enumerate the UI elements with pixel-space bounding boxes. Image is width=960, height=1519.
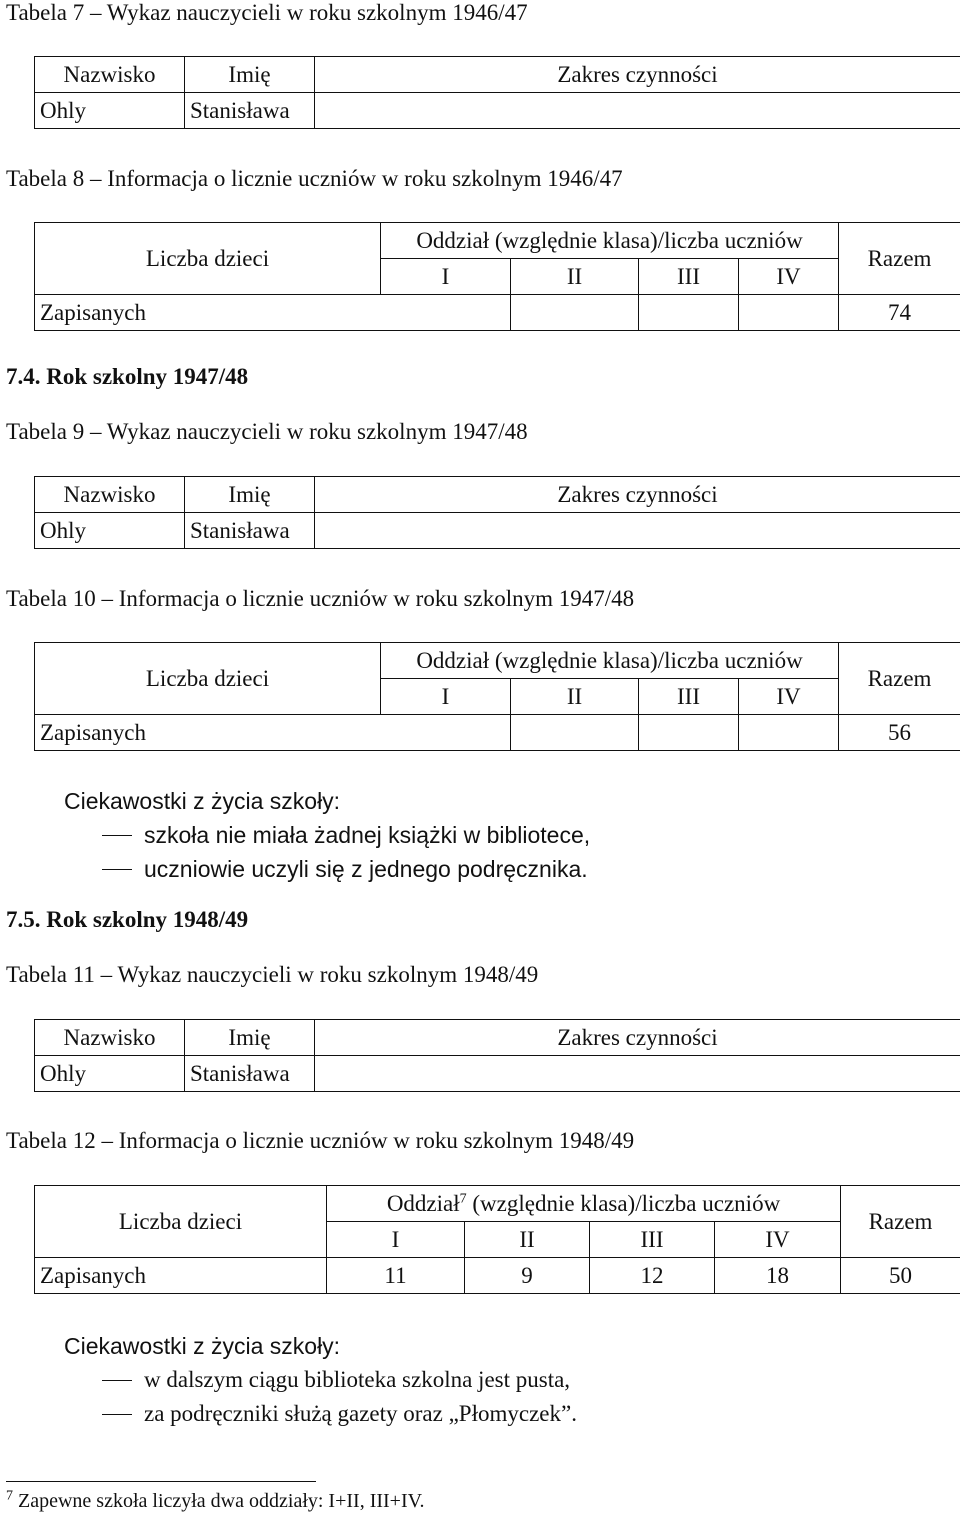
- class-ii-header: II: [511, 679, 639, 715]
- table-8-caption: Tabela 8 – Informacja o licznie uczniów w roku szkolnym 1946/47: [6, 166, 623, 191]
- header-nazwisko: Nazwisko: [35, 57, 185, 93]
- cell-zakres: [315, 513, 960, 549]
- notes-2: [64, 1329, 577, 1431]
- oddzial-header: Oddział$^7$ (względnie klasa)/liczba uczniów: [327, 1186, 841, 1222]
- list-item: szkoła nie miała żadnej książki w bibliotece,: [64, 818, 590, 852]
- header-imie: Imię: [185, 477, 315, 513]
- oddzial-header: Oddział (względnie klasa)/liczba uczniów: [381, 223, 839, 259]
- value-ii: 9: [465, 1258, 590, 1294]
- class-i-header: I: [381, 679, 511, 715]
- header-zakres: Zakres czynności: [315, 1020, 960, 1056]
- table-7-caption: Tabela 7 – Wykaz nauczycieli w roku szkolnym 1946/47: [6, 0, 528, 25]
- footnote-mark: 7: [6, 1488, 13, 1504]
- dash-bullet: [102, 1380, 132, 1381]
- class-iv-header: IV: [739, 679, 839, 715]
- cell-imie: Stanisława: [185, 513, 315, 549]
- notes-1: [64, 784, 590, 886]
- zapisanych-label: Zapisanych: [35, 715, 381, 751]
- value-i: [381, 715, 511, 751]
- value-total: 56: [839, 715, 960, 751]
- class-iii-header: III: [639, 259, 739, 295]
- header-nazwisko: Nazwisko: [35, 477, 185, 513]
- table-11-caption: Tabela 11 – Wykaz nauczycieli w roku szkolnym 1948/49: [6, 962, 539, 987]
- header-imie: Imię: [185, 1020, 315, 1056]
- header-nazwisko: Nazwisko: [35, 1020, 185, 1056]
- cell-nazwisko: Ohly: [35, 513, 185, 549]
- header-imie: Imię: [185, 57, 315, 93]
- liczba-dzieci-header: Liczba dzieci: [35, 1186, 327, 1258]
- cell-nazwisko: Ohly: [35, 93, 185, 129]
- table-9-caption: Tabela 9 – Wykaz nauczycieli w roku szkolnym 1947/48: [6, 419, 528, 444]
- value-ii: [511, 715, 639, 751]
- footnote-text: Zapewne szkoła liczyła dwa oddziały: I+II, III+IV.: [13, 1490, 425, 1512]
- class-i-header: I: [381, 259, 511, 295]
- footnote: [6, 1490, 424, 1513]
- dash-bullet: [102, 1414, 132, 1415]
- footnote-ref: 7: [459, 1191, 467, 1207]
- table-12-caption: Tabela 12 – Informacja o licznie uczniów w roku szkolnym 1948/49: [6, 1128, 635, 1153]
- footnote-separator: [6, 1481, 316, 1482]
- notes-heading: Ciekawostki z życia szkoły:: [64, 1333, 341, 1359]
- section-7-5-heading: 7.5. Rok szkolny 1948/49: [6, 907, 249, 932]
- list-item: w dalszym ciągu biblioteka szkolna jest pusta,: [64, 1363, 577, 1397]
- notes-heading: Ciekawostki z życia szkoły:: [64, 788, 341, 814]
- table-8: [34, 222, 960, 331]
- class-i-header: I: [327, 1222, 465, 1258]
- list-item: uczniowie uczyli się z jednego podręcznika.: [64, 852, 590, 886]
- cell-zakres: [315, 1056, 960, 1092]
- class-iii-header: III: [590, 1222, 715, 1258]
- dash-bullet: [102, 869, 132, 870]
- value-iv: 18: [715, 1258, 841, 1294]
- zapisanych-label: Zapisanych: [35, 1258, 327, 1294]
- class-iii-header: III: [639, 679, 739, 715]
- value-total: 74: [839, 295, 960, 331]
- list-item: za podręczniki służą gazety oraz „Płomyczek”.: [64, 1397, 577, 1431]
- cell-imie: Stanisława: [185, 93, 315, 129]
- cell-zakres: [315, 93, 960, 129]
- liczba-dzieci-header: Liczba dzieci: [35, 223, 381, 295]
- oddzial-header: Oddział (względnie klasa)/liczba uczniów: [381, 643, 839, 679]
- header-zakres: Zakres czynności: [315, 477, 960, 513]
- cell-nazwisko: Ohly: [35, 1056, 185, 1092]
- dash-bullet: [102, 835, 132, 836]
- value-iv: [739, 295, 839, 331]
- zapisanych-label: Zapisanych: [35, 295, 381, 331]
- table-12: [34, 1185, 960, 1294]
- value-total: 50: [841, 1258, 960, 1294]
- class-iv-header: IV: [715, 1222, 841, 1258]
- value-i: [381, 295, 511, 331]
- header-zakres: Zakres czynności: [315, 57, 960, 93]
- value-iii: 12: [590, 1258, 715, 1294]
- razem-header: Razem: [841, 1186, 960, 1258]
- section-7-4-heading: 7.4. Rok szkolny 1947/48: [6, 364, 249, 389]
- table-10-caption: Tabela 10 – Informacja o licznie uczniów w roku szkolnym 1947/48: [6, 586, 635, 611]
- liczba-dzieci-header: Liczba dzieci: [35, 643, 381, 715]
- class-iv-header: IV: [739, 259, 839, 295]
- table-9: [34, 476, 960, 549]
- value-iv: [739, 715, 839, 751]
- value-i: 11: [327, 1258, 465, 1294]
- class-ii-header: II: [511, 259, 639, 295]
- value-ii: [511, 295, 639, 331]
- table-10: [34, 642, 960, 751]
- value-iii: [639, 715, 739, 751]
- class-ii-header: II: [465, 1222, 590, 1258]
- value-iii: [639, 295, 739, 331]
- table-7: [34, 56, 960, 129]
- razem-header: Razem: [839, 223, 960, 295]
- cell-imie: Stanisława: [185, 1056, 315, 1092]
- razem-header: Razem: [839, 643, 960, 715]
- table-11: [34, 1019, 960, 1092]
